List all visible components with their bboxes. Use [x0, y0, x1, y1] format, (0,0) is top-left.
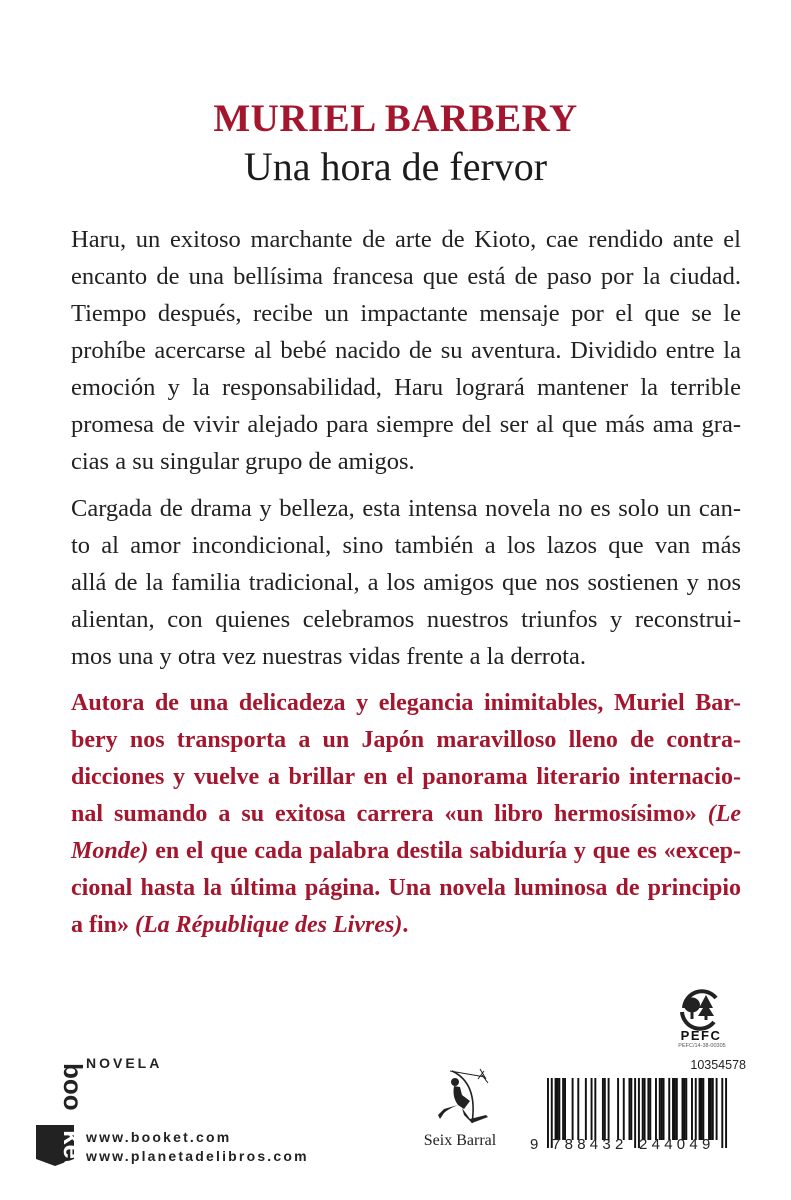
barcode-bar [702, 1078, 704, 1140]
text-line: dicciones y vuelve a brillar en el panorama literario internacio- [71, 764, 741, 790]
isbn-digit: 4 [689, 1136, 698, 1153]
text-fragment: . [402, 912, 409, 938]
pefc-certification-icon [676, 988, 722, 1028]
text-line [71, 796, 741, 833]
booket-logo-text: boo [58, 1063, 88, 1111]
quote-source: (Le [707, 801, 742, 827]
text-line: Cargada de drama y belleza, esta intensa novela no es solo un can- [71, 495, 741, 522]
booket-logo [34, 1055, 88, 1168]
barcode-bar [695, 1078, 697, 1140]
quote-source: (La République des Livres) [135, 912, 403, 938]
barcode-bar [594, 1078, 596, 1140]
text-line: cias a su singular grupo de amigos. [71, 448, 415, 475]
barcode-bar [712, 1078, 714, 1140]
barcode-bar [691, 1078, 693, 1140]
text-fragment: en el que cada palabra destila sabiduría y que es «excep- [155, 838, 742, 864]
barcode-bar [577, 1078, 579, 1140]
praise-paragraph [71, 685, 741, 944]
barcode-bar [663, 1078, 665, 1140]
text-line: mos una y otra vez nuestras vidas frente a la derrota. [71, 643, 586, 670]
barcode-bar [630, 1078, 632, 1140]
synopsis-paragraph-1 [71, 221, 741, 480]
text-line [71, 907, 741, 944]
synopsis-paragraph-2 [71, 490, 741, 675]
barcode-bar [617, 1078, 619, 1140]
barcode-bar [683, 1078, 685, 1140]
barcode-bar [661, 1078, 663, 1140]
barcode-bar [685, 1078, 687, 1140]
isbn-digit: 4 [664, 1136, 673, 1153]
pefc-label: PEFC [680, 1028, 722, 1043]
barcode-bar [699, 1078, 701, 1140]
isbn-digit: 8 [564, 1136, 573, 1153]
isbn-number [530, 1136, 730, 1156]
isbn-digit: 9 [702, 1136, 711, 1153]
book-title: Una hora de fervor [243, 144, 548, 189]
barcode-bar [642, 1078, 644, 1140]
barcode-bar [572, 1078, 574, 1140]
barcode-bar [649, 1078, 651, 1140]
text-line: Tiempo después, recibe un impactante mensaje por el que se le [71, 300, 741, 327]
barcode-bar [591, 1078, 593, 1140]
barcode-bar [655, 1078, 657, 1140]
text-line: emoción y la responsabilidad, Haru logrará mantener la terrible [71, 374, 741, 401]
url-booket[interactable]: www.booket.com [86, 1129, 232, 1145]
barcode-bar [644, 1078, 646, 1140]
barcode-bar [674, 1078, 676, 1140]
isbn-digit: 4 [589, 1136, 599, 1153]
text-line: to al amor incondicional, sino también a los lazos que van más [71, 532, 741, 559]
barcode-bar [558, 1078, 560, 1140]
text-line: cional hasta la última página. Una novela luminosa de principio [71, 875, 741, 901]
barcode-bar [602, 1078, 604, 1140]
text-line: allá de la familia tradicional, a los amigos que nos sostienen y nos [71, 569, 741, 596]
text-line: encanto de una bellísima francesa que está de paso por la ciudad. [71, 263, 741, 290]
barcode-bar [716, 1078, 718, 1140]
text-line: bery nos transporta a un Japón maravilloso lleno de contra- [71, 727, 741, 753]
isbn-digit: 2 [639, 1136, 648, 1153]
isbn-digit: 0 [676, 1136, 686, 1153]
isbn-digit: 2 [615, 1136, 624, 1153]
text-line: Autora de una delicadeza y elegancia inimitables, Muriel Bar- [71, 690, 741, 716]
barcode-bar [682, 1078, 684, 1140]
publisher-urls [86, 1128, 309, 1166]
barcode-bar [555, 1078, 557, 1140]
text-fragment: a fin» [71, 912, 130, 938]
barcode-bar [700, 1078, 702, 1140]
text-line: promesa de vivir alejado para siempre del ser al que más ama gra- [71, 411, 741, 438]
pefc-code: PEFC/14-38-00305 [678, 1043, 726, 1049]
text-line [71, 833, 741, 870]
barcode-bar [562, 1078, 564, 1140]
barcode-bar [564, 1078, 566, 1140]
isbn-digit: 4 [651, 1136, 660, 1153]
quote-source: Monde) [71, 838, 149, 864]
isbn-digit: 7 [552, 1136, 561, 1153]
barcode-bar [676, 1078, 678, 1140]
barcode-bar [708, 1078, 710, 1140]
text-line: alientan, con quienes celebramos nuestros triunfos y reconstrui- [71, 606, 741, 633]
isbn-digit: 8 [577, 1136, 586, 1153]
imprint-name: Seix Barral [423, 1132, 497, 1149]
text-line: prohíbe acercarse al bebé nacido de su aventura. Dividido entre la [71, 337, 741, 364]
isbn-digit: 9 [530, 1136, 539, 1153]
genre-label: NOVELA [86, 1055, 163, 1071]
barcode-bar [608, 1078, 610, 1140]
barcode-bar [604, 1078, 606, 1140]
barcode-bar [628, 1078, 630, 1140]
text-fragment: nal sumando a su exitosa carrera «un libro hermosísimo» [71, 801, 697, 827]
barcode-bar [647, 1078, 649, 1140]
author-name: MURIEL BARBERY [213, 97, 578, 140]
barcode-bar [623, 1078, 625, 1140]
text-line: Haru, un exitoso marchante de arte de Kioto, cae rendido ante el [71, 226, 741, 253]
barcode-bar [556, 1078, 558, 1140]
barcode-bar [672, 1078, 674, 1140]
barcode-bar [668, 1078, 670, 1140]
barcode-bar [585, 1078, 587, 1140]
url-planetadelibros[interactable]: www.planetadelibros.com [86, 1148, 309, 1164]
barcode-bar [659, 1078, 661, 1140]
internal-product-code: 10354578 [690, 1058, 746, 1072]
booket-logo-text-inverse: ket [58, 1130, 88, 1168]
barcode-bar [710, 1078, 712, 1140]
seix-barral-archer-icon [430, 1065, 500, 1135]
isbn-digit: 3 [602, 1136, 611, 1153]
